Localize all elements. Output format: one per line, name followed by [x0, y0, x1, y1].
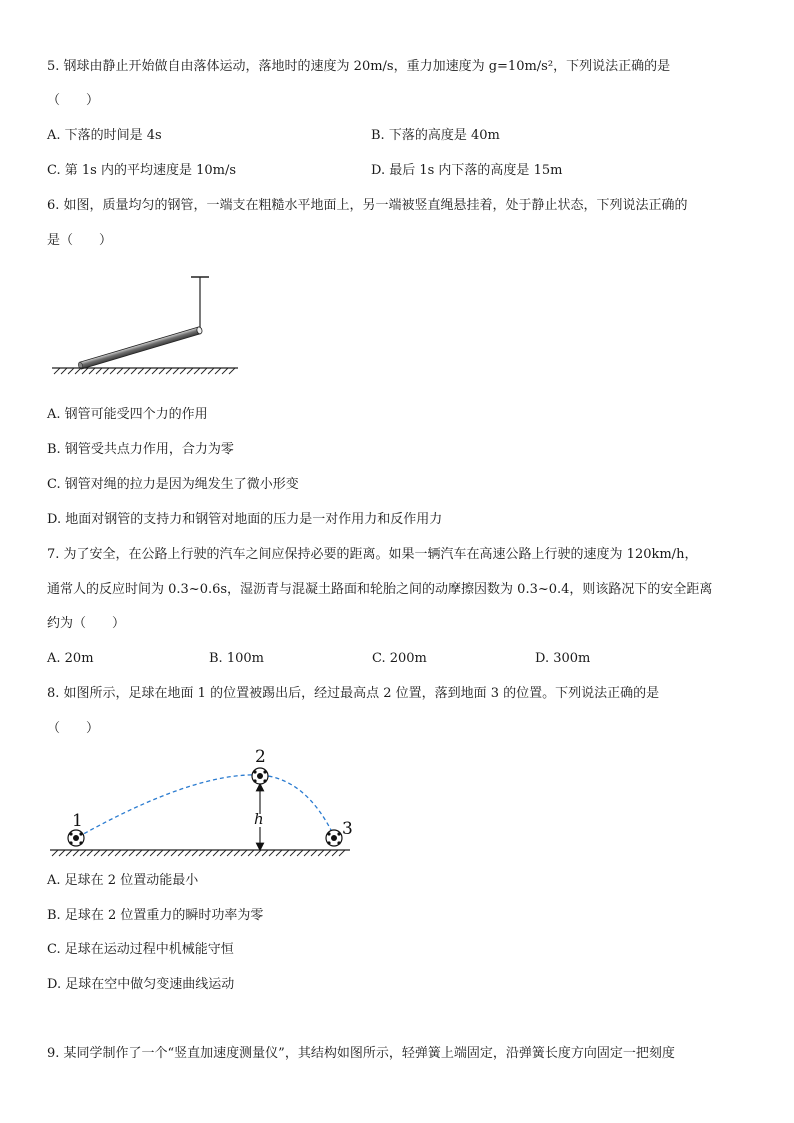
hatch-mark [283, 850, 289, 856]
hatch-mark [201, 368, 207, 374]
q7-option-d: D. 300m [535, 651, 591, 666]
q6-option-b: B. 钢管受共点力作用，合力为零 [47, 442, 234, 457]
q5-option-b: B. 下落的高度是 40m [371, 128, 500, 143]
hatch-mark [75, 368, 81, 374]
q7-stem-line1: 7. 为了安全，在公路上行驶的汽车之间应保持必要的距离。如果一辆汽车在高速公路上行驶的速度为 120km/h， [47, 547, 698, 562]
hatch-mark [208, 368, 214, 374]
q5-answer-paren: （ ） [47, 93, 100, 108]
hatch-mark [173, 368, 179, 374]
hatch-mark [164, 850, 170, 856]
q8-answer-paren: （ ） [47, 721, 100, 736]
hatch-mark [68, 368, 74, 374]
q6-option-a: A. 钢管可能受四个力的作用 [47, 407, 208, 422]
hatch-mark [220, 850, 226, 856]
q8-option-b: B. 足球在 2 位置重力的瞬时功率为零 [47, 908, 264, 923]
hatch-mark [59, 850, 65, 856]
hatch-mark [129, 850, 135, 856]
q8-option-d: D. 足球在空中做匀变速曲线运动 [47, 977, 235, 992]
trajectory-dashed-curve [78, 775, 334, 837]
q7-option-a: A. 20m [47, 651, 94, 666]
position-label-3: 3 [342, 819, 353, 839]
hatch-mark [180, 368, 186, 374]
hatch-mark [122, 850, 128, 856]
hatch-mark [318, 850, 324, 856]
hatch-mark [52, 850, 58, 856]
hatch-mark [248, 850, 254, 856]
hatch-mark [276, 850, 282, 856]
hatch-mark [339, 850, 345, 856]
q6-stem-line1: 6. 如图，质量均匀的钢管，一端支在粗糙水平地面上，另一端被竖直绳悬挂着，处于静止状态，下列说法正确的 [47, 198, 688, 213]
hatch-mark [178, 850, 184, 856]
q5-option-d: D. 最后 1s 内下落的高度是 15m [371, 163, 563, 178]
hatch-mark [131, 368, 137, 374]
hatch-mark [152, 368, 158, 374]
height-label-h: h [254, 810, 264, 828]
q5-option-c: C. 第 1s 内的平均速度是 10m/s [47, 163, 237, 178]
hatch-mark [110, 368, 116, 374]
hatch-mark [215, 368, 221, 374]
position-label-2: 2 [255, 747, 266, 767]
steel-pipe [78, 326, 203, 369]
hatch-mark [227, 850, 233, 856]
hatch-mark [166, 368, 172, 374]
hatch-mark [199, 850, 205, 856]
hatch-mark [234, 850, 240, 856]
hatch-mark [124, 368, 130, 374]
ground-hatching [52, 850, 345, 856]
q8-figure-football [44, 742, 364, 868]
hatch-mark [325, 850, 331, 856]
hatch-mark [171, 850, 177, 856]
q6-option-d: D. 地面对钢管的支持力和钢管对地面的压力是一对作用力和反作用力 [47, 512, 443, 527]
hatch-mark [332, 850, 338, 856]
hatch-mark [80, 850, 86, 856]
hatch-mark [206, 850, 212, 856]
hatch-mark [185, 850, 191, 856]
hatch-mark [61, 368, 67, 374]
q9-stem: 9. 某同学制作了一个“竖直加速度测量仪”，其结构如图所示，轻弹簧上端固定，沿弹簧长度方向固定一把刻度 [47, 1046, 675, 1061]
q6-option-c: C. 钢管对绳的拉力是因为绳发生了微小形变 [47, 477, 299, 492]
q6-figure-svg [50, 270, 250, 382]
q7-stem-line2: 通常人的反应时间为 0.3~0.6s，湿沥青与混凝土路面和轮胎之间的动摩擦因数为 0.3~0.4，则该路况下的安全距离 [47, 582, 713, 597]
hatch-mark [255, 850, 261, 856]
football-position-3 [326, 830, 342, 846]
hatch-mark [143, 850, 149, 856]
hatch-mark [66, 850, 72, 856]
hatch-mark [157, 850, 163, 856]
q7-option-c: C. 200m [372, 651, 427, 666]
hatch-mark [145, 368, 151, 374]
hatch-mark [117, 368, 123, 374]
hatch-mark [213, 850, 219, 856]
q6-stem-line2: 是（ ） [47, 233, 113, 248]
hatch-mark [138, 368, 144, 374]
q8-figure-svg [44, 742, 364, 864]
hatch-mark [269, 850, 275, 856]
q7-option-b: B. 100m [209, 651, 264, 666]
q7-stem-line3: 约为（ ） [47, 616, 126, 631]
hatch-mark [262, 850, 268, 856]
hatch-mark [108, 850, 114, 856]
hatch-mark [54, 368, 60, 374]
hatch-mark [241, 850, 247, 856]
q8-option-a: A. 足球在 2 位置动能最小 [47, 873, 199, 888]
hatch-mark [96, 368, 102, 374]
q5-stem: 5. 钢球由静止开始做自由落体运动，落地时的速度为 20m/s，重力加速度为 g=10m/s²，下列说法正确的是 [47, 59, 671, 74]
hatch-mark [73, 850, 79, 856]
hatch-mark [89, 368, 95, 374]
hatch-mark [136, 850, 142, 856]
hatch-mark [304, 850, 310, 856]
hatch-mark [290, 850, 296, 856]
hatch-mark [297, 850, 303, 856]
hatch-mark [311, 850, 317, 856]
hatch-mark [94, 850, 100, 856]
hatch-mark [101, 850, 107, 856]
hatch-mark [222, 368, 228, 374]
q5-option-a: A. 下落的时间是 4s [47, 128, 162, 143]
hatch-mark [159, 368, 165, 374]
hatch-mark [192, 850, 198, 856]
position-label-1: 1 [72, 811, 83, 831]
football-position-2 [252, 768, 268, 784]
q6-figure-steel-pipe [50, 270, 250, 386]
hatch-mark [194, 368, 200, 374]
hatch-mark [87, 850, 93, 856]
hatch-mark [103, 368, 109, 374]
hatch-mark [187, 368, 193, 374]
q8-stem: 8. 如图所示，足球在地面 1 的位置被踢出后，经过最高点 2 位置，落到地面 3 的位置。下列说法正确的是 [47, 686, 660, 701]
football-position-1 [68, 830, 84, 846]
hatch-mark [229, 368, 235, 374]
q8-option-c: C. 足球在运动过程中机械能守恒 [47, 942, 234, 957]
hatch-mark [150, 850, 156, 856]
hatch-mark [115, 850, 121, 856]
